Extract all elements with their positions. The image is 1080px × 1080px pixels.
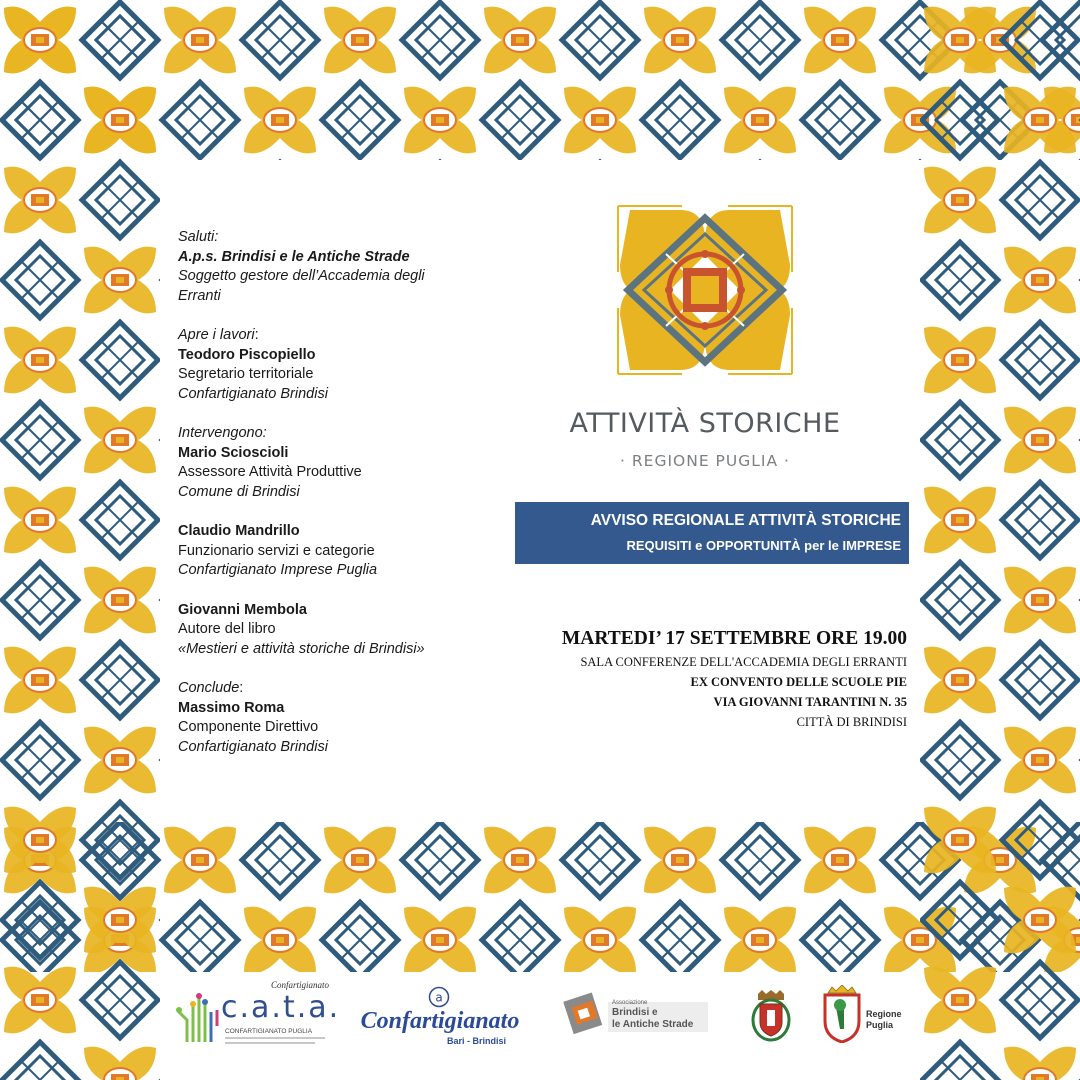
closes-block [178, 679, 498, 757]
svg-text:a: a [435, 990, 443, 1005]
program-list [178, 228, 498, 777]
opens-colon: : [254, 327, 259, 343]
speakers-block [178, 424, 498, 502]
speaker-block [178, 522, 498, 581]
notice-banner [515, 502, 909, 564]
pattern-tiles-icon [0, 0, 1080, 160]
puglia-emblem-icon [822, 985, 862, 1043]
greeting-name: A.p.s. Brindisi e le Antiche Strade [178, 248, 410, 265]
closes-org: Confartigianato Brindisi [178, 738, 328, 755]
pattern-border-left [0, 0, 160, 1080]
aps-line-2: le Antiche Strade [612, 1019, 694, 1030]
cata-sub: CONFARTIGIANATO PUGLIA [225, 1028, 313, 1035]
confartigianato-logo [355, 986, 525, 1046]
event-date: MARTEDI’ 17 SETTEMBRE ORE 19.00 [561, 628, 907, 649]
speakers-label: Intervengono: [178, 425, 267, 441]
event-address: VIA GIOVANNI TARANTINI N. 35 [713, 695, 907, 709]
speaker-name: Mario Scioscioli [178, 444, 289, 461]
opens-name: Teodoro Piscopiello [178, 346, 316, 363]
opens-label-line [178, 326, 498, 346]
attivita-storiche-logo-icon [610, 200, 800, 380]
cata-name: c.a.t.a. [221, 990, 341, 1025]
speaker-name: Giovanni Membola [178, 601, 307, 618]
opens-role: Segretario territoriale [178, 366, 314, 382]
cata-top-text: Confartigianato [271, 980, 330, 990]
opens-block [178, 326, 498, 404]
speaker-name: Claudio Mandrillo [178, 523, 300, 539]
closes-label-line [178, 679, 498, 699]
event-city: CITTÀ DI BRINDISI [796, 715, 907, 729]
closes-colon: : [239, 680, 244, 696]
opens-org: Confartigianato Brindisi [178, 385, 328, 402]
closes-role: Componente Direttivo [178, 719, 319, 735]
event-building: EX CONVENTO DELLE SCUOLE PIE [690, 675, 907, 689]
confartigianato-sub: Bari - Brindisi [447, 1036, 507, 1046]
confartigianato-emblem-icon [428, 986, 450, 1008]
opens-label: Apre i lavori [178, 327, 255, 343]
cata-logo [175, 980, 341, 1050]
aps-brindisi-logo [562, 992, 712, 1038]
speaker-role: Autore del libro [178, 621, 276, 637]
puglia-line-1: Regione [866, 1009, 902, 1019]
greeting-role-line-2: Erranti [178, 287, 221, 304]
logo-title: ATTIVITÀ STORICHE [569, 408, 841, 439]
speaker-role: Funzionario servizi e categorie [178, 542, 375, 559]
greeting-label: Saluti: [178, 229, 219, 245]
speaker-org: Confartigianato Imprese Puglia [178, 562, 378, 578]
banner-title: AVVISO REGIONALE ATTIVITÀ STORICHE [590, 512, 901, 529]
speaker-role: Assessore Attività Produttive [178, 464, 362, 480]
logo-subtitle: · REGIONE PUGLIA · [620, 452, 790, 470]
confartigianato-name: Confartigianato [360, 1008, 520, 1034]
greeting-role-line-1: Soggetto gestore dell’Accademia degli [178, 268, 425, 284]
pattern-border-right [920, 0, 1080, 1080]
pattern-tiles-icon [0, 822, 1080, 972]
closes-label: Conclude [178, 680, 240, 696]
speaker-org: «Mestieri e attività storiche di Brindisi» [178, 640, 425, 657]
puglia-line-2: Puglia [866, 1020, 894, 1030]
speaker-org: Comune di Brindisi [178, 483, 300, 500]
banner-subtitle: REQUISITI e OPPORTUNITÀ per le IMPRESE [626, 538, 901, 553]
pattern-tiles-icon [0, 0, 160, 1080]
aps-emblem-icon [562, 992, 606, 1036]
brindisi-crest-icon [748, 990, 794, 1042]
pattern-tiles-icon [920, 0, 1080, 1080]
pattern-border-bottom [0, 822, 1080, 972]
aps-small-text: Associazione [612, 1000, 648, 1006]
greeting-block [178, 228, 498, 306]
aps-line-1: Brindisi e [612, 1007, 658, 1018]
pattern-border-top [0, 0, 1080, 160]
cata-hand-icon [175, 982, 225, 1048]
event-venue: SALA CONFERENZE DELL'ACCADEMIA DEGLI ERRANTI [580, 655, 907, 669]
cata-fineprint-line [225, 1042, 315, 1044]
cata-fineprint-line [225, 1037, 325, 1039]
event-details [562, 626, 907, 732]
regione-puglia-logo [822, 985, 910, 1045]
speaker-block [178, 601, 498, 660]
closes-name: Massimo Roma [178, 699, 285, 716]
